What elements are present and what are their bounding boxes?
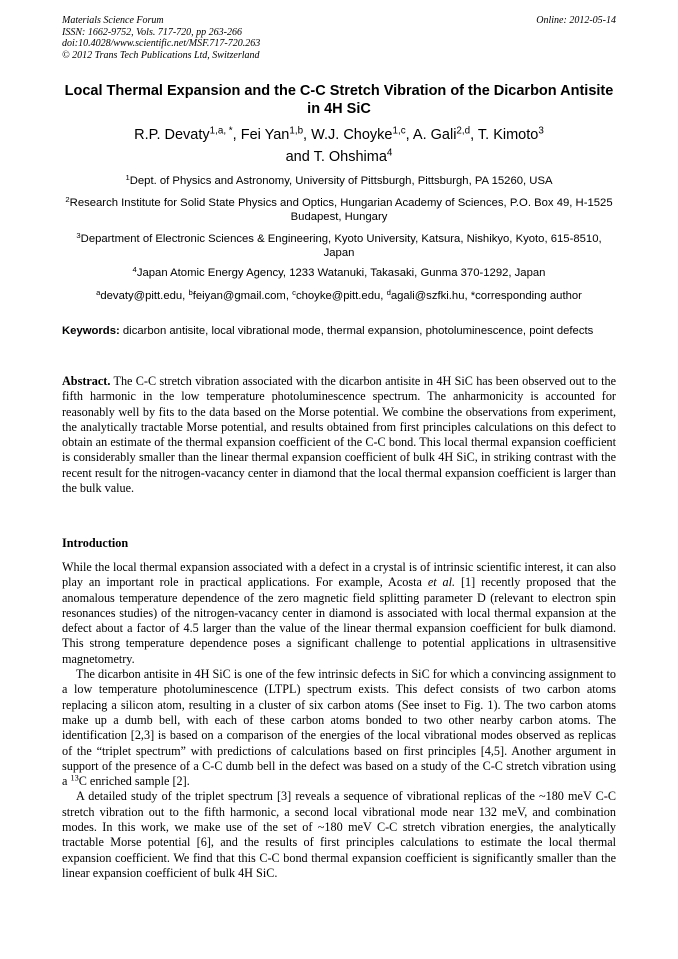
- affiliation-3: $^3$Department of Electronic Sciences & Engineering, Kyoto University, Katsura, Nishikyo, Kyoto, 615-8510, Japan: [76, 230, 602, 259]
- issn-line: ISSN: 1662-9752, Vols. 717-720, pp 263-266: [62, 26, 242, 38]
- author: R.P. Devaty: [134, 127, 210, 143]
- author-line-2: [62, 146, 616, 168]
- paragraph: The dicarbon antisite in 4H SiC is one of the few intrinsic defects in SiC for which a convincing assignment to a low temperature photoluminescence (LTPL) spectrum exists. This defect consists of two carbon atoms replacing a silicon atom, resulting in a cluster of six carbon atoms (See inset to Fig. 1). The two carbon atoms make up a dumb bell, with each of these carbon atoms bonded to two other nearby carbon atoms. The identification [2,3] is based on a comparison of the energies of the local vibrational modes observed as replicas of the “triplet spectrum” with predictions of calculations based on first principles [4,5]. Another argument in support of the presence of a C-C dumb bell in the defect was based on a study of the C-C stretch vibration using a $^{13}$C enriched sample [2].: [62, 667, 616, 789]
- affiliation-1: $^1$Dept. of Physics and Astronomy, University of Pittsburgh, Pittsburgh, PA 15260, USA: [125, 172, 553, 187]
- email-link: choyke@pitt.edu,: [295, 290, 387, 302]
- author-sup: 4: [386, 147, 393, 159]
- author: T. Kimoto: [477, 127, 539, 143]
- abstract-text: The C-C stretch vibration associated with the dicarbon antisite in 4H SiC has been observed out to the fifth harmonic in the low temperature photoluminescence spectrum. The anharmonicity is accounted for reasonably well by fits to the data based on the Morse potential. We combine the observations from experiment, the analytically tractable Morse potential, and results obtained from first principles calculations on this defect to obtain an estimate of the thermal expansion coefficient of the C-C bond. This local thermal expansion coefficient is considerably smaller than the linear thermal expansion coefficient of bulk 4H SiC, in striking contrast with the recent result for the nitrogen-vacancy center in diamond that the local thermal expansion coefficient is larger than the bulk value.: [62, 374, 616, 496]
- journal-name: Materials Science Forum: [62, 15, 164, 26]
- abstract: [62, 374, 616, 496]
- doi-line: doi:10.4028/www.scientific.net/MSF.717-720.263: [62, 38, 261, 49]
- keywords-text: dicarbon antisite, local vibrational mode, thermal expansion, photoluminescence, point defects: [119, 325, 594, 337]
- email-link: devaty@pitt.edu,: [100, 290, 189, 302]
- paragraph: A detailed study of the triplet spectrum [3] reveals a sequence of vibrational replicas of the ~180 meV C-C stretch vibration out to the fifth harmonic, a second local vibrational mode near 132 meV, and combination modes. In this work, we make use of the set of ~180 meV C-C stretch vibration energies, the analytically tractable Morse potential [6], and the results of first principles calculations to estimate the local thermal expansion coefficient. We find that this C-C bond thermal expansion coefficient is significantly smaller than the linear expansion coefficient of bulk 4H SiC.: [62, 789, 616, 880]
- journal-header: [62, 15, 616, 61]
- email-line: $^a$devaty@pitt.edu, $^b$feiyan@gmail.com, $^c$choyke@pitt.edu, $^d$agali@szfki.hu, *corresponding author: [96, 287, 582, 302]
- author-sup: 1,c: [392, 125, 406, 137]
- affiliation-4: $^4$Japan Atomic Energy Agency, 1233 Watanuki, Takasaki, Gunma 370-1292, Japan: [132, 264, 546, 279]
- copyright-line: © 2012 Trans Tech Publications Ltd, Switzerland: [62, 49, 260, 61]
- author: W.J. Choyke: [311, 127, 393, 143]
- paragraph: While the local thermal expansion associated with a defect in a crystal is of intrinsic scientific interest, it can also play an important role in practical applications. For example, Acosta et al. [1] recently proposed that the anomalous temperature dependence of the zero magnetic field splitting parameter D (relevant to electron spin resonances studies) of the nitrogen-vacancy center in diamond is associated with local thermal expansion at the defect about a factor of 4.5 larger than the value of the linear thermal expansion coefficient for bulk diamond. This strong temperature dependence poses a significant challenge to potential applications in ultrasensitive magnetometry.: [62, 560, 616, 666]
- author-list: [62, 124, 616, 168]
- author: T. Ohshima: [313, 149, 387, 165]
- author-and: and: [285, 149, 314, 165]
- author-sup: 3: [538, 125, 544, 137]
- author-sup: 2,d: [456, 125, 471, 137]
- email-link: agali@szfki.hu, *corresponding author: [390, 290, 582, 302]
- section-heading-introduction: Introduction: [62, 536, 129, 550]
- abstract-label: Abstract.: [62, 374, 111, 388]
- paper-title: Local Thermal Expansion and the C-C Stretch Vibration of the Dicarbon Antisite in 4H SiC: [64, 83, 614, 117]
- email-link: feiyan@gmail.com,: [192, 290, 293, 302]
- author: Fei Yan: [240, 127, 290, 143]
- online-date: Online: 2012-05-14: [536, 15, 616, 26]
- keywords: [62, 324, 616, 338]
- keywords-label: Keywords:: [62, 325, 120, 337]
- author-line-1: R.P. Devaty$^{1,a, *}$, Fei Yan$^{1,b}$, W.J. Choyke$^{1,c}$, A. Gali$^{2,d}$, T. Kimoto$^3$: [134, 125, 544, 143]
- author: A. Gali: [412, 127, 457, 143]
- author-sup: 1,a, *: [209, 125, 233, 137]
- introduction-body: [62, 560, 616, 881]
- affiliation-2: $^2$Research Institute for Solid State Physics and Optics, Hungarian Academy of Sciences, P.O. Box 49, H-1525 Budapest, Hungary: [65, 194, 613, 223]
- author-sup: 1,b: [289, 125, 304, 137]
